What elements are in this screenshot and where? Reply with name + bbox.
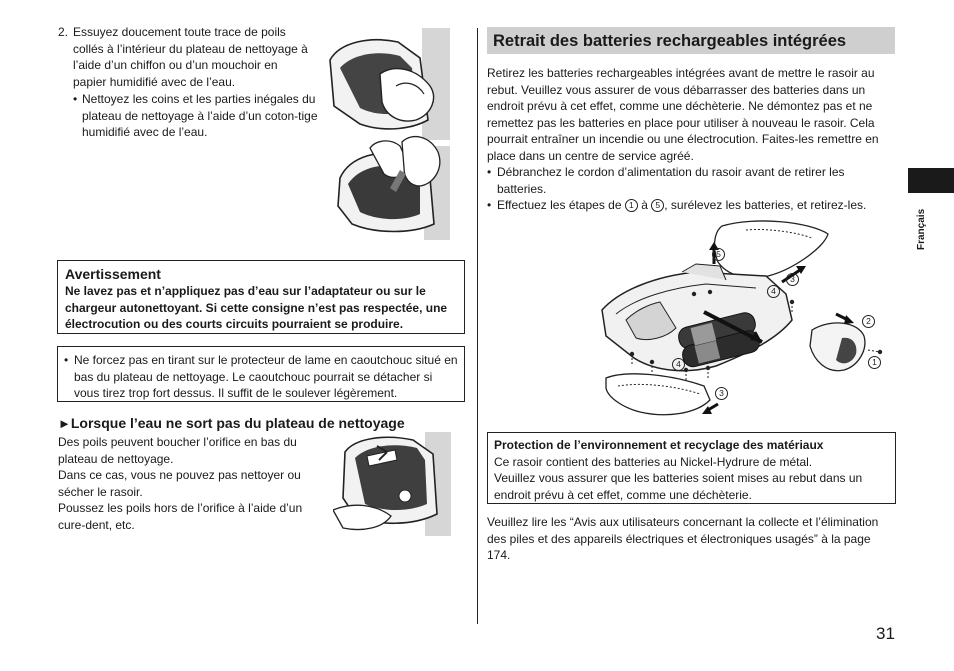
note-text: Ne forcez pas en tirant sur le protecteur de lame en caoutchouc situé en bas du plateau de nettoyage. Le caoutchouc pourrait se détacher si vous tirez trop fort dessus. Il suffit de le soulever légèrement. [74, 353, 458, 400]
battery-removal-diagram [596, 218, 886, 432]
step-number: 2. [58, 25, 69, 39]
step-2-text: Essuyez doucement toute trace de poils collés à l’intérieur du plateau de nettoyage à l’aide d’un chiffon ou d’un mouchoir en papier humidifié avec de l’eau. [73, 25, 308, 89]
step-2-bullet-text: Nettoyez les coins et les parties inégales du plateau de nettoyage à l’aide d’un coton-tige humidifié avec de l’eau. [82, 92, 318, 139]
cleaning-tray-cloth-illustration [320, 28, 450, 240]
language-tab-marker [908, 168, 954, 193]
outro-text: Veuillez lire les “Avis aux utilisateurs concernant la collecte et l’élimination des piles et des appareils électriques et électroniques usagés” à la page 174. [487, 515, 879, 562]
note-box [57, 346, 465, 402]
bullet-marker: • [73, 92, 78, 106]
body-paragraph: Des poils peuvent boucher l’orifice en bas du plateau de nettoyage. [58, 435, 297, 466]
page-number: 31 [876, 624, 895, 643]
environment-recycling-box [487, 432, 896, 504]
section-heading: Retrait des batteries rechargeables intégrées [487, 27, 895, 54]
bullet-unplug [487, 164, 897, 197]
warning-title: Avertissement [65, 266, 161, 282]
bullet-unplug-text: Débranchez le cordon d’alimentation du rasoir avant de retirer les batteries. [497, 165, 845, 196]
diagram-label-step-3: 3 [786, 273, 799, 286]
step-1-marker: 1 [625, 199, 638, 212]
diagram-label-step-2: 2 [862, 315, 875, 328]
bullet-steps [487, 197, 897, 214]
subheading-body [58, 434, 320, 533]
body-paragraph: Dans ce cas, vous ne pouvez pas nettoyer ou sécher le rasoir. [58, 468, 301, 499]
step-5-marker: 5 [651, 199, 664, 212]
environment-title: Protection de l’environnement et recyclage des matériaux [494, 438, 824, 452]
bullet-steps-text: Effectuez les étapes de 1 à 5 , surélevez les batteries, et retirez-les. [497, 198, 867, 212]
column-divider [477, 28, 478, 624]
subheading-text: Lorsque l’eau ne sort pas du plateau de nettoyage [70, 415, 405, 431]
warning-box [57, 260, 465, 334]
body-paragraph: Poussez les poils hors de l’orifice à l’aide d’un cure-dent, etc. [58, 501, 303, 532]
environment-line: Veuillez vous assurer que les batteries soient mises au rebut dans un endroit prévu à cet effet, comme une déchèterie. [494, 471, 863, 502]
environment-line: Ce rasoir contient des batteries au Nickel-Hydrure de métal. [494, 454, 813, 469]
subheading-water-not-draining [58, 415, 405, 432]
bullet-marker: • [487, 198, 492, 212]
arrow-marker-icon: ► [58, 416, 71, 431]
toothpick-cleaning-illustration [333, 432, 451, 536]
bullet-marker: • [487, 165, 492, 179]
diagram-label-step-4: 4 [767, 285, 780, 298]
diagram-label-step-5: 5 [712, 248, 725, 261]
language-label [916, 198, 930, 250]
warning-text: Ne lavez pas et n’appliquez pas d’eau sur l’adaptateur ou sur le chargeur autonettoyant. Si cette consigne n’est pas respectée, une électrocution ou des courts circuits pourraient se produire. [65, 284, 448, 331]
intro-text: Retirez les batteries rechargeables intégrées avant de mettre le rasoir au rebut. Veuillez vous assurer de vous débarrasser des batteries dans un endroit prévu à cet effet, comme une déchèterie. Ne démontez pas et ne remettez pas les batteries en place pour utiliser à nouveau le rasoir. Cela pourrait entraîner un incendie ou une électrocution. Faites-les remettre en place dans un centre de service agréé. [487, 66, 879, 163]
language-label-text: Français [916, 208, 927, 250]
intro-section [487, 65, 897, 214]
bullet-marker: • [64, 353, 69, 367]
diagram-label-step-3b: 3 [715, 387, 728, 400]
diagram-label-step-4b: 4 [672, 358, 685, 371]
diagram-label-step-1: 1 [868, 356, 881, 369]
